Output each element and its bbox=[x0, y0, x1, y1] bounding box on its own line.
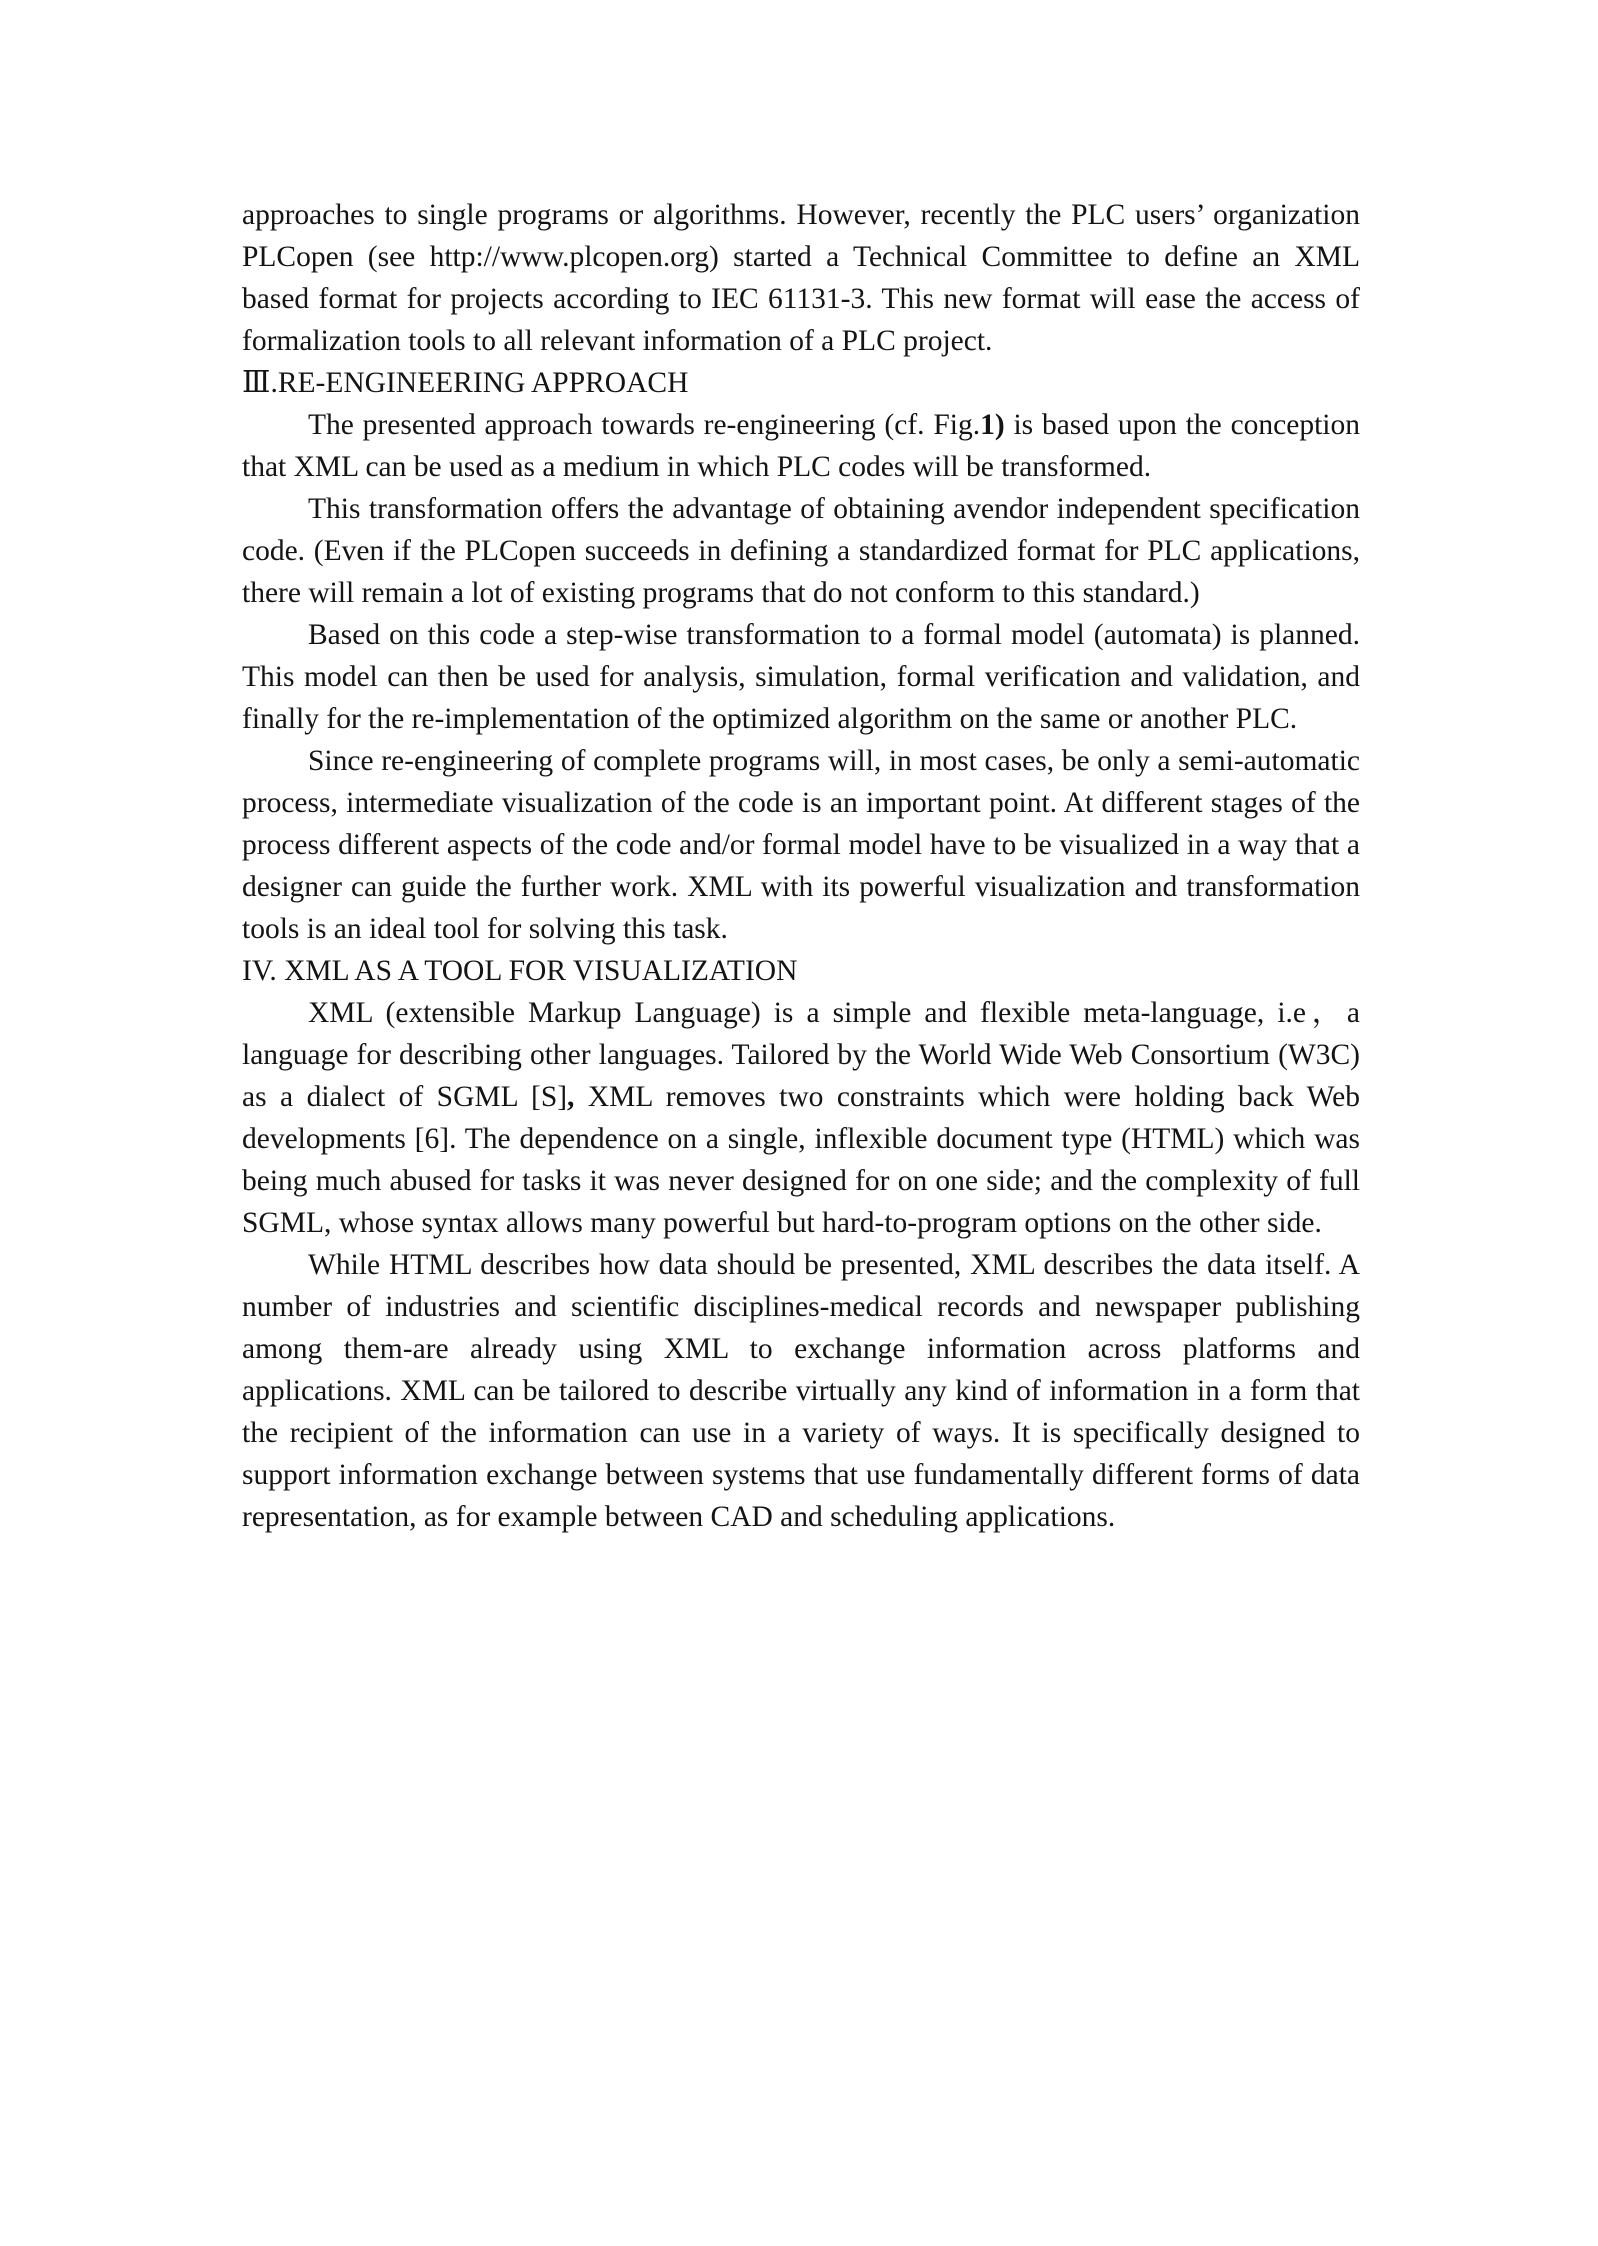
paragraph-xml-definition bbox=[242, 992, 1360, 1244]
paragraph-plcopen-intro bbox=[242, 194, 1360, 362]
section-title: RE-ENGINEERING APPROACH bbox=[277, 367, 689, 399]
section-heading-xml-visualization bbox=[242, 950, 1360, 992]
body-text bbox=[242, 194, 1360, 1538]
paragraph-formal-model bbox=[242, 614, 1360, 740]
paragraph-visualization-need bbox=[242, 740, 1360, 950]
paragraph-approach bbox=[242, 404, 1360, 488]
paragraph-text: Since re-engineering of complete programs will, in most cases, be only a semi-automatic process, intermediate visualization of the code is an important point. At different stages of the process different aspects of the code and/or formal model have to be visualized in a way that a designer can guide the further work. XML with its powerful visualization and transformation tools is an ideal tool for solving this task. bbox=[242, 745, 1360, 945]
paragraph-text: This transformation offers the advantage of obtaining avendor independent specification code. (Even if the PLCopen succeeds in defining a standardized format for PLC applications, there will remain a lot of existing programs that do not conform to this standard.) bbox=[242, 493, 1360, 609]
paragraph-text: While HTML describes how data should be presented, XML describes the data itself. A number of industries and scientific disciplines-medical records and newspaper publishing among them-are already using XML to exchange information across platforms and applications. XML can be tailored to describe virtually any kind of information in a form that the recipient of the information can use in a variety of ways. It is specifically designed to support information exchange between systems that use fundamentally different forms of data representation, as for example between CAD and scheduling applications. bbox=[242, 1249, 1360, 1533]
paragraph-html-vs-xml bbox=[242, 1244, 1360, 1538]
text-run: XML removes two constraints which were holding back Web developments [6]. The dependence on a single, inflexible document type (HTML) which was being much abused for tasks it was never designed for on one side; and the complexity of full SGML, whose syntax allows many powerful but hard-to-program options on the other side. bbox=[242, 1081, 1360, 1239]
paragraph-text: approaches to single programs or algorithms. However, recently the PLC users’ organization PLCopen (see http://www.plcopen.org) started a Technical Committee to define an XML based format for projects according to IEC 61131-3. This new format will ease the access of formalization tools to all relevant information of a PLC project. bbox=[242, 199, 1360, 357]
text-run: is based upon the conception that XML can be used as a medium in which PLC codes will be transformed. bbox=[242, 409, 1360, 483]
paragraph-transformation bbox=[242, 488, 1360, 614]
section-numeral: Ⅲ. bbox=[242, 367, 278, 399]
paragraph-text: Based on this code a step-wise transformation to a formal model (automata) is planned. This model can then be used for analysis, simulation, formal verification and validation, and finally for the re-implementation of the optimized algorithm on the same or another PLC. bbox=[242, 619, 1360, 735]
text-run-bold: 1) bbox=[980, 409, 1005, 441]
text-run: The presented approach towards re-engineering (cf. Fig. bbox=[308, 409, 981, 441]
section-title: IV. XML AS A TOOL FOR VISUALIZATION bbox=[242, 955, 798, 987]
text-run-bold: , bbox=[567, 1081, 575, 1113]
text-run: XML (extensible Markup Language) is a simple and flexible meta-language, i.e，a language for describing other languages. Tailored by the World Wide Web Consortium (W3C) as a dialect of SGML [S] bbox=[242, 997, 1360, 1113]
section-heading-re-engineering bbox=[242, 362, 1360, 404]
